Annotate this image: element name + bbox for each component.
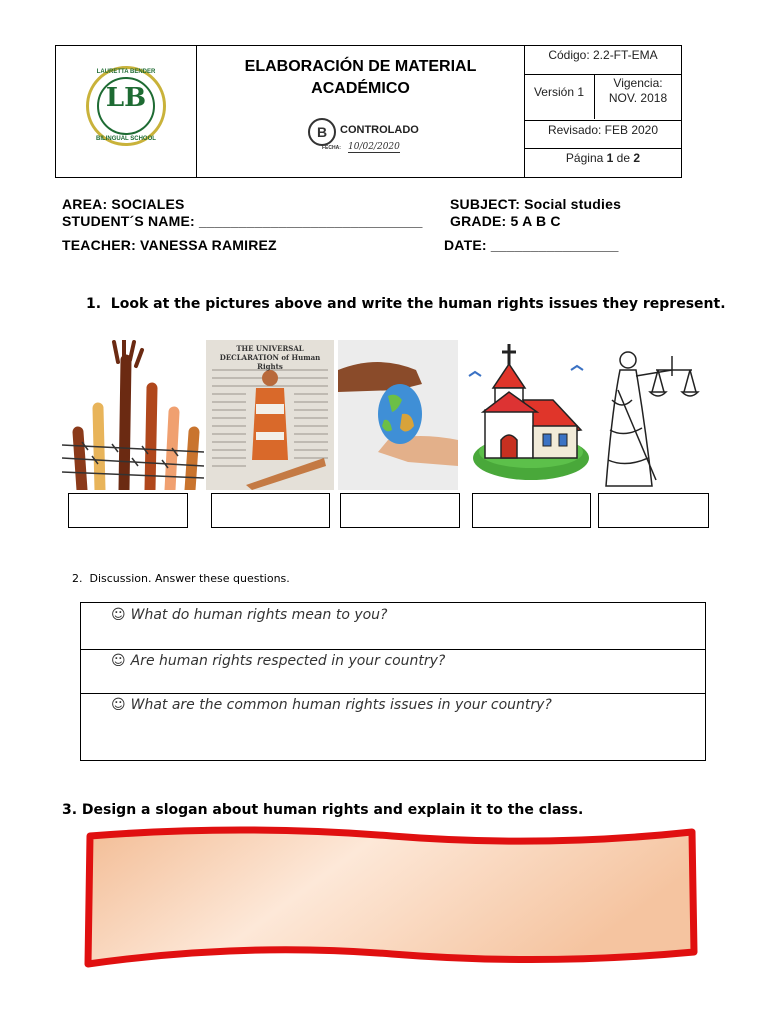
raised-hands-barbed-wire-icon — [62, 340, 204, 490]
version-cell: Versión 1 — [533, 85, 585, 99]
pagina-prefix: Página — [565, 151, 604, 165]
vigencia-value: NOV. 2018 — [608, 91, 668, 105]
codigo-cell: Código: 2.2-FT-EMA — [548, 48, 658, 62]
discussion-question-2[interactable] — [111, 653, 445, 669]
church-icon — [461, 340, 597, 490]
date-field[interactable]: DATE: ________________ — [444, 237, 619, 253]
declaration-caption: THE UNIVERSAL DECLARATION of Human Rights — [219, 344, 321, 371]
stamp-seal-icon: B — [308, 118, 336, 146]
answer-box-1[interactable] — [68, 493, 188, 528]
picture-hands — [62, 340, 204, 490]
slogan-banner-shape — [82, 826, 700, 972]
pagina-cell — [524, 151, 682, 165]
school-logo — [86, 66, 166, 146]
pagina-num: 1 — [606, 151, 614, 165]
picture-church — [461, 340, 597, 490]
pagina-total: 2 — [633, 151, 641, 165]
answer-box-2[interactable] — [211, 493, 330, 528]
discussion-question-1[interactable] — [111, 607, 387, 623]
smiley-icon: ☺ — [111, 653, 126, 669]
grade-label: GRADE: 5 A B C — [450, 213, 561, 229]
smiley-icon: ☺ — [111, 697, 126, 713]
smiley-icon: ☺ — [111, 607, 126, 623]
divider — [524, 120, 681, 121]
stamp-fecha-label: FECHA: — [322, 145, 341, 151]
discussion-question-2-text: Are human rights respected in your country? — [130, 653, 446, 669]
answer-box-5[interactable] — [598, 493, 709, 528]
area-label: AREA: SOCIALES — [62, 196, 185, 212]
logo-ring-bottom: BILINGUAL SCHOOL — [96, 136, 156, 142]
question-3: 3. Design a slogan about human rights and explain it to the class. — [62, 802, 584, 818]
lady-justice-icon — [598, 340, 708, 490]
document-header-table — [55, 45, 682, 178]
discussion-question-3-text: What are the common human rights issues in your country? — [130, 697, 552, 713]
slogan-banner[interactable] — [82, 826, 700, 972]
pagina-de: de — [616, 151, 631, 165]
discussion-question-1-text: What do human rights mean to you? — [130, 607, 388, 623]
logo-ring-top: LAURETTA BENDER — [96, 69, 156, 75]
stamp-date: 10/02/2020 — [348, 142, 400, 152]
discussion-question-3[interactable] — [111, 697, 552, 713]
divider — [524, 148, 681, 149]
teacher-label: TEACHER: VANESSA RAMIREZ — [62, 237, 277, 253]
document-title — [197, 56, 524, 100]
answer-box-3[interactable] — [340, 493, 460, 528]
question-1: 1. Look at the pictures above and write the human rights issues they represent. — [86, 296, 726, 312]
picture-justice — [598, 340, 708, 490]
logo-monogram: LB — [105, 83, 147, 113]
title-line-2: ACADÉMICO — [311, 80, 410, 97]
picture-declaration — [206, 340, 334, 490]
divider — [524, 74, 681, 75]
picture-globe — [338, 340, 458, 490]
answer-box-4[interactable] — [472, 493, 591, 528]
subject-label: SUBJECT: Social studies — [450, 196, 622, 212]
discussion-table — [80, 602, 706, 761]
title-line-1: ELABORACIÓN DE MATERIAL — [244, 58, 477, 75]
stamp-label: CONTROLADO — [340, 124, 419, 136]
revisado-cell: Revisado: FEB 2020 — [547, 123, 659, 137]
hands-globe-icon — [338, 340, 458, 490]
row-divider — [81, 649, 705, 650]
vigencia-cell — [594, 76, 682, 106]
student-name-field[interactable]: STUDENT´S NAME: ____________________________ — [62, 213, 423, 229]
vigencia-label: Vigencia: — [613, 76, 663, 90]
row-divider — [81, 693, 705, 694]
controlled-stamp — [308, 118, 418, 158]
question-2: 2. Discussion. Answer these questions. — [72, 572, 290, 585]
